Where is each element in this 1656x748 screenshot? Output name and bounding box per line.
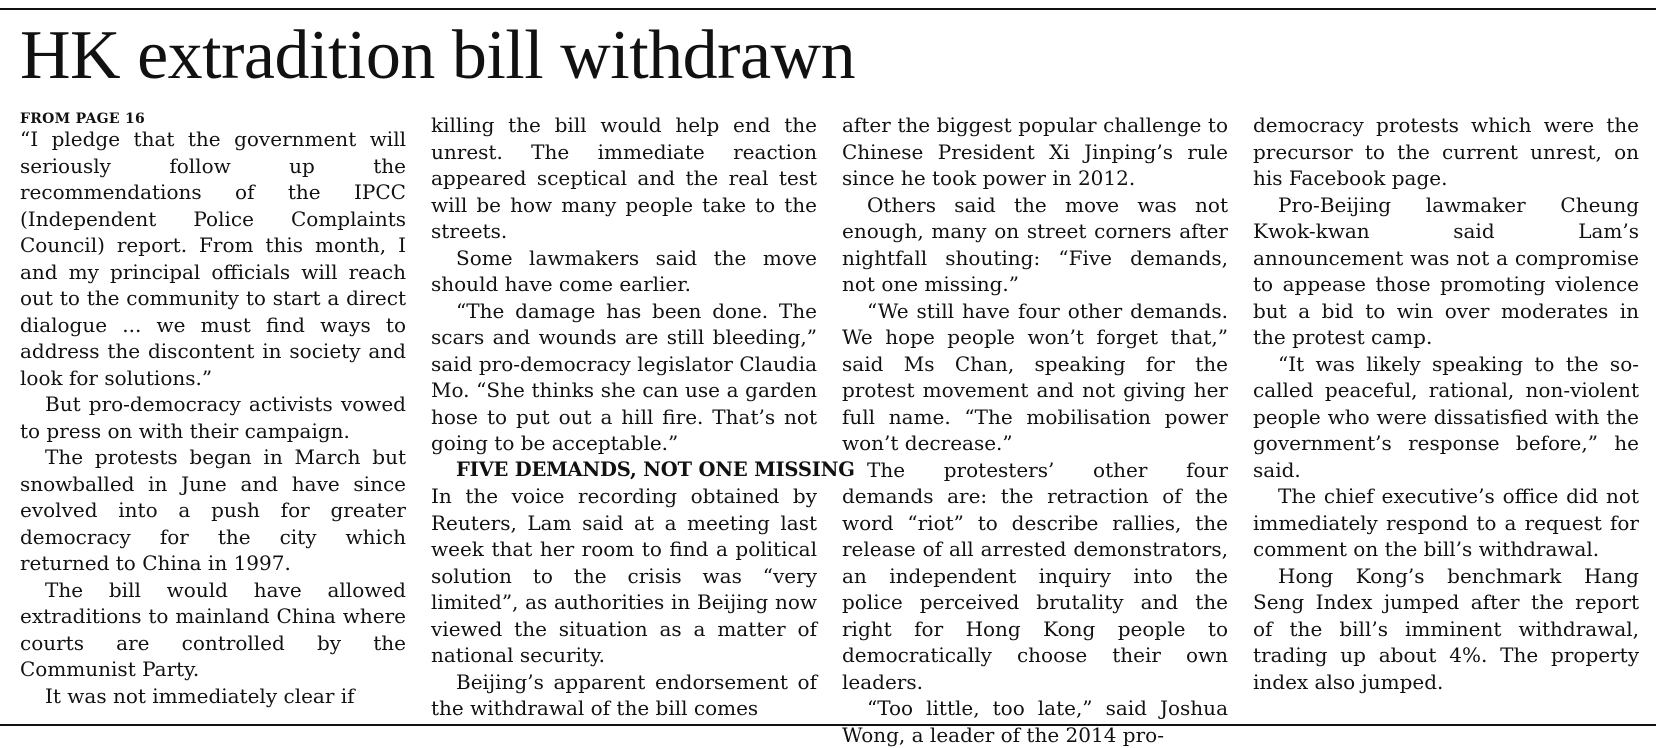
paragraph: Pro-Beijing lawmaker Cheung Kwok-kwan said Lam’s announcement was not a compromise to appease those promoting violence but a bid to win over moderates in the protest camp.: [1253, 192, 1639, 349]
paragraph: killing the bill would help end the unrest. The immediate reaction appeared sceptical and the real test will be how many people take to the streets.: [431, 113, 817, 243]
column-3: [842, 112, 1228, 747]
paragraph: “I pledge that the government will seriously follow up the recommendations of the IPCC (Independent Police Complaints Council) report. From this month, I and my principal officials will reach out to the community to start a direct dialogue ... we must find ways to address the discontent in society and look for solutions.”: [20, 127, 406, 390]
paragraph: “It was likely speaking to the so-called peaceful, rational, non-violent people who were dissatisfied with the government’s response before,” he said.: [1253, 351, 1639, 482]
paragraph: “The damage has been done. The scars and wounds are still bleeding,” said pro-democracy legislator Claudia Mo. “She thinks she can use a garden hose to put out a hill fire. That’s not going to be acceptable.”: [431, 298, 817, 455]
paragraph: The chief executive’s office did not immediately respond to a request for comment on the bill’s withdrawal.: [1253, 484, 1639, 561]
paragraph: democracy protests which were the precursor to the current unrest, on his Facebook page.: [1253, 113, 1639, 190]
bottom-rule: [0, 724, 1656, 726]
paragraph: But pro-democracy activists vowed to press on with their campaign.: [20, 392, 406, 443]
paragraph: Beijing’s apparent endorsement of the withdrawal of the bill comes: [431, 669, 817, 720]
paragraph: “We still have four other demands. We hope people won’t forget that,” said Ms Chan, speaking for the protest movement and not giving her full name. “The mobilisation power won’t decrease.”: [842, 298, 1228, 455]
paragraph: The bill would have allowed extraditions to mainland China where courts are controlled by the Communist Party.: [20, 577, 406, 681]
paragraph: Others said the move was not enough, many on street corners after nightfall shouting: “Five demands, not one missing.”: [842, 192, 1228, 296]
paragraph: “Too little, too late,” said Joshua Wong, a leader of the 2014 pro-: [842, 696, 1228, 747]
paragraph: The protests began in March but snowballed in June and have since evolved into a push for greater democracy for the city which returned to China in 1997.: [20, 445, 406, 575]
paragraph: In the voice recording obtained by Reuters, Lam said at a meeting last week that her room to find a political solution to the crisis was “very limited”, as authorities in Beijing now viewed the situation as a matter of national security.: [431, 484, 817, 667]
paragraph: Hong Kong’s benchmark Hang Seng Index jumped after the report of the bill’s imminent withdrawal, trading up about 4%. The property index also jumped.: [1253, 563, 1639, 694]
column-4: [1253, 112, 1639, 712]
kicker: FROM PAGE 16: [20, 111, 146, 127]
article-body: [20, 111, 1640, 747]
paragraph: The protesters’ other four demands are: the retraction of the word “riot” to describe rallies, the release of all arrested demonstrators, an independent inquiry into the police perceived brutality and the right for Hong Kong people to democratically choose their own leaders.: [842, 457, 1228, 694]
paragraph: after the biggest popular challenge to Chinese President Xi Jinping’s rule since he took power in 2012.: [842, 113, 1228, 190]
headline: HK extradition bill withdrawn: [20, 17, 856, 94]
paragraph: It was not immediately clear if: [45, 683, 355, 708]
top-rule: [0, 8, 1656, 10]
subheading: FIVE DEMANDS, NOT ONE MISSING: [456, 457, 855, 481]
paragraph: Some lawmakers said the move should have come earlier.: [431, 245, 817, 296]
column-2: [431, 112, 855, 720]
column-1: [20, 112, 406, 712]
